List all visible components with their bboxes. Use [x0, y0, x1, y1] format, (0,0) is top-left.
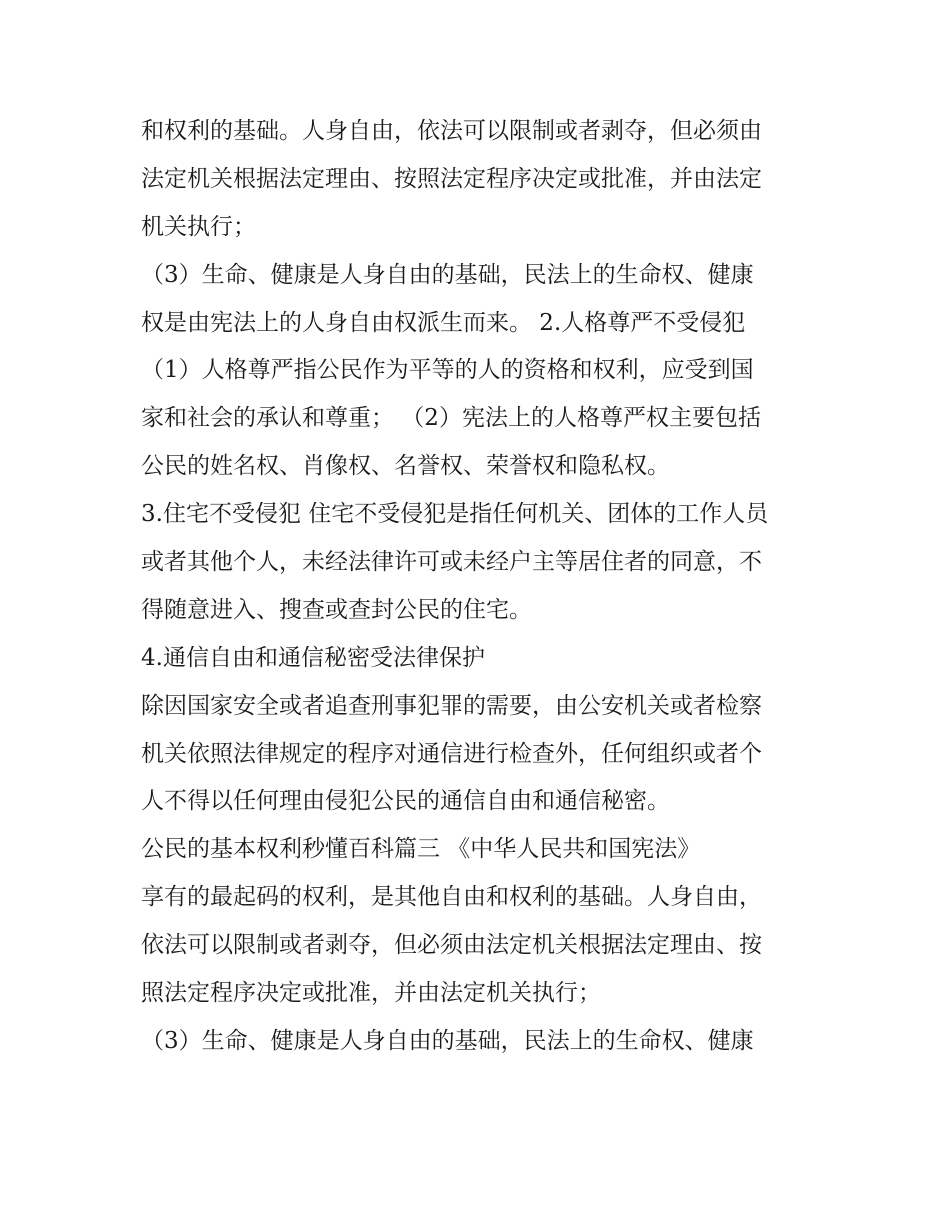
section-heading: 4.通信自由和通信秘密受法律保护: [141, 644, 485, 671]
text-line: 除因国家安全或者追查刑事犯罪的需要，由公安机关或者检察: [141, 692, 762, 719]
text-line: （3）生命、健康是人身自由的基础，民法上的生命权、健康: [141, 261, 754, 288]
text-line: 家和社会的承认和尊重； （2）宪法上的人格尊严权主要包括: [141, 405, 761, 432]
text-line: 和权利的基础。人身自由，依法可以限制或者剥夺，但必须由: [141, 118, 762, 144]
text-line: 依法可以限制或者剥夺，但必须由法定机关根据法定理由、按: [141, 932, 762, 959]
text-line: 法定机关根据法定理由、按照法定程序决定或批准，并由法定: [141, 165, 762, 192]
text-line: 享有的最起码的权利，是其他自由和权利的基础。人身自由，: [141, 884, 762, 911]
text-line: 得随意进入、搜查或查封公民的住宅。: [141, 596, 532, 623]
text-line: （1）人格尊严指公民作为平等的人的资格和权利，应受到国: [141, 357, 754, 384]
body-text: [141, 108, 821, 1066]
text-line: 机关依照法律规定的程序对通信进行检查外，任何组织或者个: [141, 740, 762, 767]
text-line: 权是由宪法上的人身自由权派生而来。 2.人格尊严不受侵犯: [141, 309, 746, 336]
text-line: 人不得以任何理由侵犯公民的通信自由和通信秘密。: [141, 788, 670, 815]
text-line: 机关执行；: [141, 213, 256, 240]
text-line: 或者其他个人，未经法律许可或未经户主等居住者的同意，不: [141, 549, 762, 576]
section-heading: 3.住宅不受侵犯 住宅不受侵犯是指任何机关、团体的工作人员: [141, 501, 769, 528]
text-line: （3）生命、健康是人身自由的基础，民法上的生命权、健康: [141, 1027, 754, 1054]
text-line: 公民的姓名权、肖像权、名誉权、荣誉权和隐私权。: [141, 453, 670, 480]
text-line: 照法定程序决定或批准，并由法定机关执行；: [141, 980, 601, 1007]
section-heading: 公民的基本权利秒懂百科篇三 《中华人民共和国宪法》: [141, 836, 701, 863]
